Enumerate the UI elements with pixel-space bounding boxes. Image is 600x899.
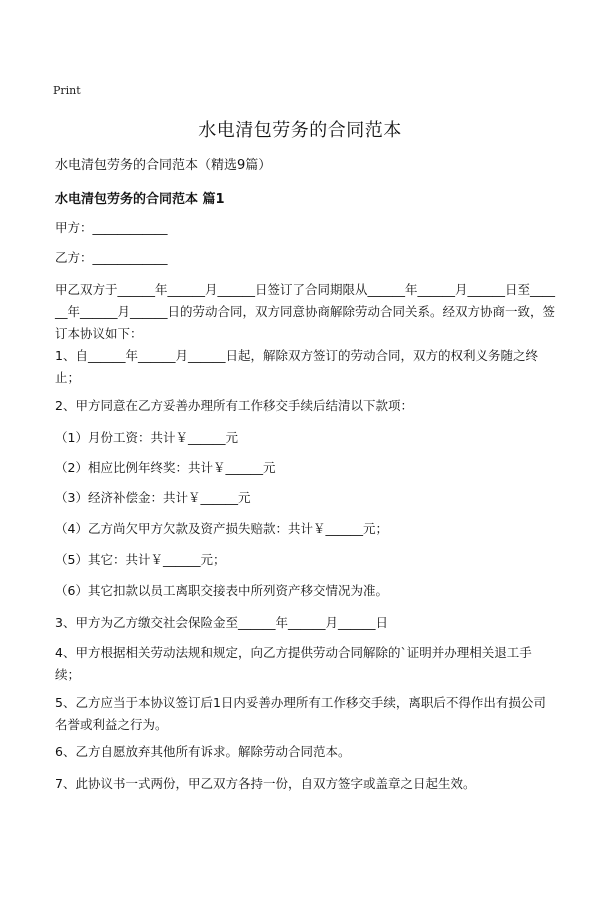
document-title: 水电清包劳务的合同范本 (198, 120, 402, 141)
clause-7: 7、此协议书一式两份，甲乙双方各持一份，自双方签字或盖章之日起生效。 (55, 776, 476, 791)
payment-item-6: （6）其它扣款以员工离职交接表中所列资产移交情况为准。 (55, 583, 388, 598)
payment-item-3: （3）经济补偿金：共计￥______元 (55, 490, 251, 505)
payment-item-5: （5）其它：共计￥______元； (55, 552, 226, 567)
party-a-line: 甲方：____________ (55, 220, 168, 235)
print-label: Print (53, 84, 81, 97)
clause-6: 6、乙方自愿放弃其他所有诉求。解除劳动合同范本。 (55, 744, 351, 759)
intro-paragraph: 甲乙双方于______年______月______日签订了合同期限从______年______月______日至______年______月______日的劳动合同，双方同意协商解除劳动合同关系。经双方协商一致，签订本协议如下： (55, 282, 556, 341)
clause-2: 2、甲方同意在乙方妥善办理所有工作移交手续后结清以下款项： (55, 398, 413, 413)
document-subtitle: 水电清包劳务的合同范本（精选9篇） (55, 158, 272, 173)
payment-item-1: （1）月份工资：共计￥______元 (55, 430, 238, 445)
payment-item-4: （4）乙方尚欠甲方欠款及资产损失赔款：共计￥______元； (55, 521, 388, 536)
clause-5: 5、乙方应当于本协议签订后1日内妥善办理所有工作移交手续，离职后不得作出有损公司名誉或利益之行为。 (55, 695, 546, 732)
clause-1: 1、自______年______月______日起，解除双方签订的劳动合同，双方的权利义务随之终止； (55, 348, 538, 385)
section-heading: 水电清包劳务的合同范本 篇1 (55, 192, 225, 207)
payment-item-2: （2）相应比例年终奖：共计￥______元 (55, 460, 276, 475)
clause-3: 3、甲方为乙方缴交社会保险金至______年______月______日 (55, 615, 388, 630)
party-b-line: 乙方：____________ (55, 250, 168, 265)
clause-4: 4、甲方根据相关劳动法规和规定，向乙方提供劳动合同解除的`证明并办理相关退工手续； (55, 645, 532, 682)
